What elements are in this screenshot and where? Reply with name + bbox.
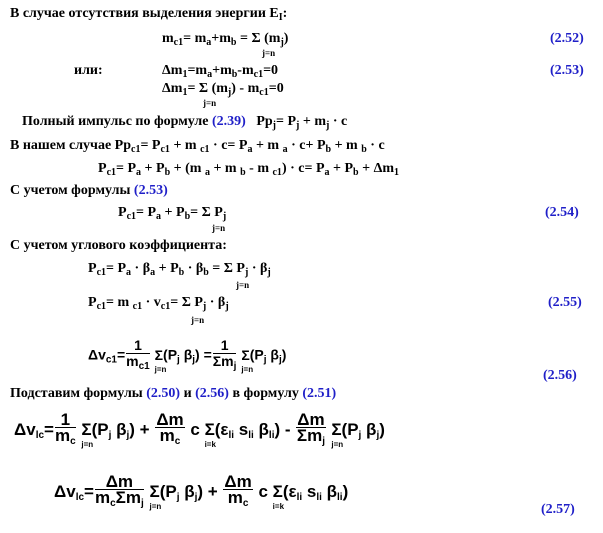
eq-number-2-53: (2.53) <box>550 63 584 78</box>
ref-2-56: (2.56) <box>195 386 229 401</box>
eq-velocity-a: $\Delta v_{lc}=$ $\frac{1}{m_c}$ Σ j=n ($P_j$ $\beta_j$) + $\frac{\Delta m}{m_c}$ c Σ i=k ($\varepsilon_{li}$ $s_{li}$ $\beta_{li}$) - $\frac{\Delta m}{\Sigma m_j}$ Σ j=n ($P_j$ $\beta_j$) <box>14 410 385 449</box>
eq-number-2-54: (2.54) <box>545 205 579 220</box>
intro-colon: : <box>282 6 288 21</box>
eq-2-57: $\Delta v_{lc}=$ $\frac{\Delta m}{m_c\Sigma m_j}$ Σ j=n ($P_j$ $\beta_j$) + $\frac{\Delta m}{m_c}$ c Σ i=k ($\varepsilon_{li}$ $s_{li}$ $\beta_{li}$) <box>54 472 349 511</box>
case-eq: $P_{c1}= P_a + P_b + (m$ $_a$ + m $_b$ - m $_{c1}) \cdot c= P_a + P_b + \Delta m_1$ <box>98 161 400 178</box>
with-formula-line <box>10 183 168 199</box>
case-line: В нашем случае $Pp_{c1}= P_{c1} + m$ $_{c1} \cdot c= P_a + m$ $_a \cdot c+ P_b + m$ $_b$ · c <box>10 138 385 155</box>
eq-2-53-b: $\Delta m_1= \Sigma$ $(m_j) - m_{c1}=0$ <box>162 81 284 98</box>
eq-2-55: $P_{c1}= m$ $_{c1} \cdot v_{c1}= \Sigma$ $P_j \cdot \beta_j$ <box>88 295 229 312</box>
ref-2-39: (2.39) <box>212 114 246 129</box>
momentum-line: Полный импульс по формуле (2.39) $Pp_j= P_j + m_j \cdot c$ <box>22 114 348 131</box>
eq-angular-a: $P_{c1}= P_a \cdot \beta_a + P_b \cdot \beta_b = \Sigma$ $P_j \cdot \beta_j$ <box>88 261 271 278</box>
or-label: или: <box>74 63 103 78</box>
eq-2-53-a: $\Delta m_1=m_a+m_b-m_{c1}=0$ <box>162 63 279 80</box>
ref-2-51: (2.51) <box>302 386 337 401</box>
energy-subscript: I <box>278 12 283 23</box>
eq-2-54-limit: j=n <box>212 223 226 233</box>
substitute-text: Подставим формулы <box>10 386 143 401</box>
case-text: В нашем случае Pp <box>10 138 131 153</box>
substitute-line <box>10 386 336 402</box>
eq-2-55-limit: j=n <box>191 315 205 325</box>
eq-2-56: $\Delta v_{c1}=$ $\frac{1}{m_{c1}}$ Σ j=n ($P_j$ $\beta_j$) = $\frac{1}{\Sigma m_j}$ Σ j=n ($P_j$ $\beta_j$) <box>88 337 287 374</box>
ref-2-50: (2.50) <box>146 386 181 401</box>
intro-line <box>10 6 287 26</box>
eq-number-2-55: (2.55) <box>548 295 582 310</box>
ref-2-53: (2.53) <box>133 183 168 198</box>
momentum-text: Полный импульс по формуле <box>22 114 209 129</box>
eq-number-2-57: (2.57) <box>541 502 575 517</box>
and-text: и <box>183 386 192 401</box>
eq-2-52: $m_{c1}= m_a+m_b = \Sigma$ $(m_j)$ <box>162 31 289 48</box>
eq-angular-a-limit: j=n <box>236 280 250 290</box>
eq-2-52-limit: j=n <box>262 48 276 58</box>
eq-number-2-52: (2.52) <box>550 31 584 46</box>
into-formula-text: в формулу <box>232 386 299 401</box>
with-formula-text: С учетом формулы <box>10 183 131 198</box>
eq-number-2-56: (2.56) <box>543 368 577 383</box>
eq-2-54: $P_{c1}= P_a + P_b= \Sigma$ $P_j$ <box>118 205 227 222</box>
eq-2-53-limit: j=n <box>203 98 217 108</box>
intro-text: В случае отсутствия выделения энергии E <box>10 6 279 21</box>
angular-line: С учетом углового коэффициента: <box>10 238 227 253</box>
